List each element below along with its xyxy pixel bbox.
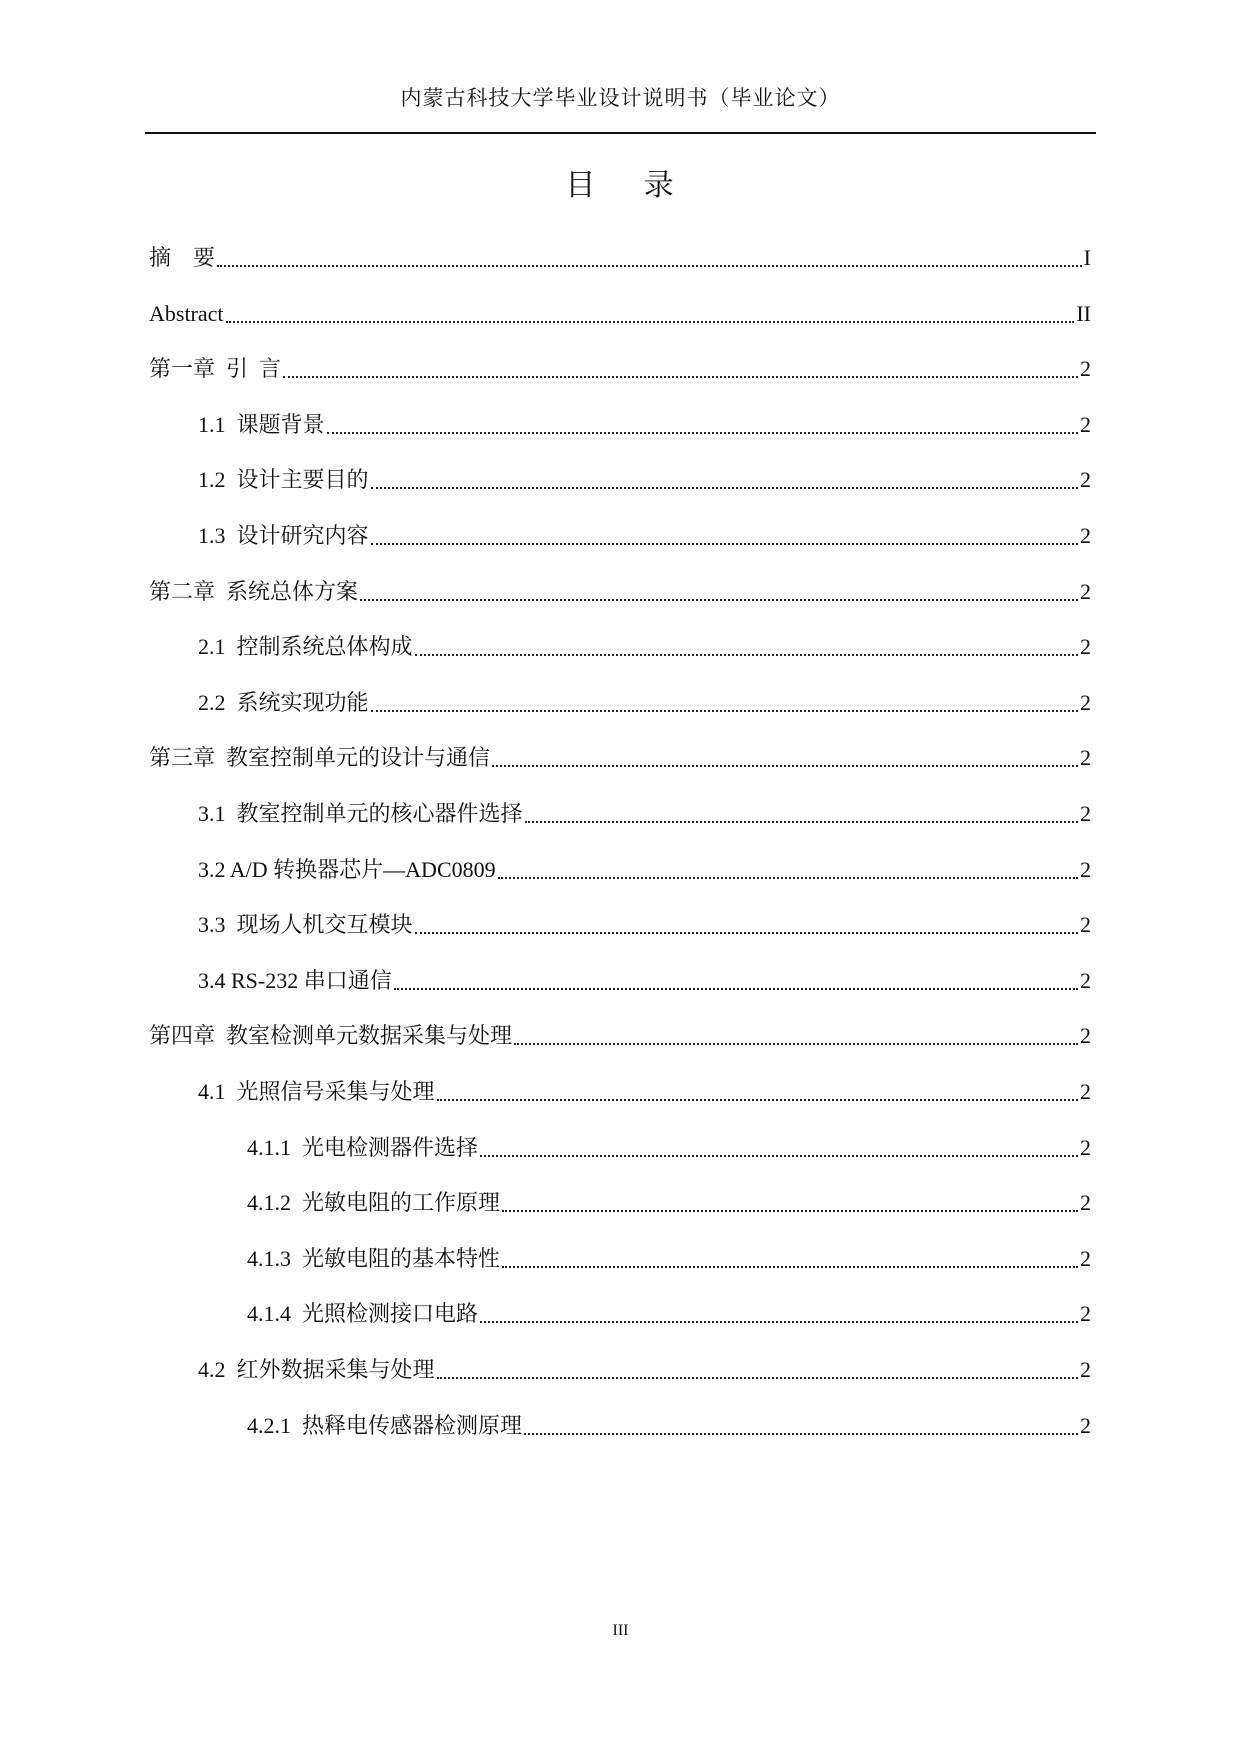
toc-entry-label: 1.1 课题背景 (198, 412, 325, 437)
toc-entry-label: 2.1 控制系统总体构成 (198, 634, 413, 659)
toc-entry[interactable] (198, 462, 1091, 498)
toc-dot-leader (437, 1099, 1078, 1101)
toc-entry[interactable] (198, 907, 1091, 943)
toc-dot-leader (492, 765, 1078, 767)
toc-entry-label: 4.1.1 光电检测器件选择 (247, 1135, 479, 1160)
toc-entry-page: I (1083, 245, 1091, 270)
toc-entry-page: 2 (1080, 1190, 1091, 1215)
toc-entry-page: 2 (1080, 1023, 1091, 1048)
toc-dot-leader (525, 821, 1078, 823)
toc-entry[interactable] (198, 407, 1091, 443)
toc-entry-page: 2 (1080, 523, 1091, 548)
toc-dot-leader (524, 1433, 1078, 1435)
toc-dot-leader (283, 376, 1078, 378)
toc-entry-label: 第二章 系统总体方案 (149, 579, 359, 604)
toc-dot-leader (502, 1210, 1078, 1212)
toc-dot-leader (480, 1155, 1078, 1157)
toc-entry-label: 3.4 RS-232 串口通信 (198, 968, 392, 993)
toc-entry[interactable] (198, 685, 1091, 721)
toc-entry[interactable] (247, 1241, 1091, 1277)
toc-entry[interactable] (247, 1296, 1091, 1332)
page-number: III (612, 1622, 629, 1639)
toc-entry-label: 4.1.2 光敏电阻的工作原理 (247, 1190, 501, 1215)
toc-entry-page: 2 (1080, 690, 1091, 715)
toc-entry-label: 4.2.1 热释电传感器检测原理 (247, 1413, 523, 1438)
toc-dot-leader (217, 265, 1082, 267)
toc-entry-label: 4.1 光照信号采集与处理 (198, 1079, 435, 1104)
toc-entry-page: 2 (1080, 912, 1091, 937)
toc-entry[interactable] (247, 1130, 1091, 1166)
toc-dot-leader (415, 654, 1078, 656)
toc-dot-leader (480, 1321, 1078, 1323)
toc-entry-page: 2 (1080, 1246, 1091, 1271)
toc-entry-page: 2 (1080, 857, 1091, 882)
toc-entry[interactable] (198, 796, 1091, 832)
toc-entry-label: 第四章 教室检测单元数据采集与处理 (149, 1023, 513, 1048)
toc-entry-page: 2 (1080, 1135, 1091, 1160)
toc-title: 目 录 (565, 168, 676, 203)
toc-entry-page: 2 (1080, 356, 1091, 381)
toc-dot-leader (514, 1043, 1078, 1045)
toc-entry-label: 4.1.4 光照检测接口电路 (247, 1301, 479, 1326)
toc-entry-page: 2 (1080, 1079, 1091, 1104)
toc-dot-leader (226, 321, 1075, 323)
toc-dot-leader (394, 988, 1078, 990)
toc-entry-page: II (1076, 301, 1091, 326)
toc-entry-label: 2.2 系统实现功能 (198, 690, 369, 715)
toc-entry-label: 3.1 教室控制单元的核心器件选择 (198, 801, 523, 826)
toc-entry-page: 2 (1080, 745, 1091, 770)
header-rule (145, 132, 1096, 134)
toc-entry[interactable] (198, 629, 1091, 665)
toc-entry[interactable] (198, 963, 1091, 999)
toc-entry-label: 4.2 红外数据采集与处理 (198, 1357, 435, 1382)
toc-entry-label: 3.2 A/D 转换器芯片—ADC0809 (198, 857, 496, 882)
toc-entry-page: 2 (1080, 467, 1091, 492)
toc-entry-page: 2 (1080, 1301, 1091, 1326)
toc-entry-page: 2 (1080, 1413, 1091, 1438)
toc-entry[interactable] (149, 740, 1091, 776)
toc-entry-label: 4.1.3 光敏电阻的基本特性 (247, 1246, 501, 1271)
toc-entry[interactable] (149, 351, 1091, 387)
toc-dot-leader (415, 932, 1078, 934)
toc-entry-page: 2 (1080, 801, 1091, 826)
toc-entry[interactable] (198, 1352, 1091, 1388)
toc-entry[interactable] (149, 296, 1091, 332)
toc-entry[interactable] (198, 1074, 1091, 1110)
toc-entry-page: 2 (1080, 1357, 1091, 1382)
toc-entry-label: Abstract (149, 301, 224, 326)
toc-dot-leader (327, 432, 1078, 434)
toc-dot-leader (498, 877, 1078, 879)
toc-entry-label: 摘 要 (149, 245, 216, 270)
toc-entry-page: 2 (1080, 579, 1091, 604)
toc-entry[interactable] (198, 518, 1091, 554)
toc-entry-page: 2 (1080, 968, 1091, 993)
toc-entry-label: 1.3 设计研究内容 (198, 523, 369, 548)
toc-entry[interactable] (149, 1018, 1091, 1054)
toc-entry-label: 第三章 教室控制单元的设计与通信 (149, 745, 491, 770)
toc-entry-label: 1.2 设计主要目的 (198, 467, 369, 492)
toc-dot-leader (371, 710, 1078, 712)
toc-entry[interactable] (149, 240, 1091, 276)
toc-dot-leader (371, 487, 1078, 489)
toc-entry[interactable] (149, 574, 1091, 610)
toc-entry[interactable] (247, 1185, 1091, 1221)
toc-entry-label: 第一章 引 言 (149, 356, 282, 381)
toc-entry-label: 3.3 现场人机交互模块 (198, 912, 413, 937)
toc-dot-leader (371, 543, 1078, 545)
toc-entry[interactable] (247, 1408, 1091, 1444)
toc-dot-leader (360, 599, 1078, 601)
toc-entry-page: 2 (1080, 412, 1091, 437)
toc-dot-leader (437, 1377, 1078, 1379)
toc-entry-page: 2 (1080, 634, 1091, 659)
toc-entry[interactable] (198, 852, 1091, 888)
toc-dot-leader (502, 1266, 1078, 1268)
page-header: 内蒙古科技大学毕业设计说明书（毕业论文） (400, 86, 841, 110)
